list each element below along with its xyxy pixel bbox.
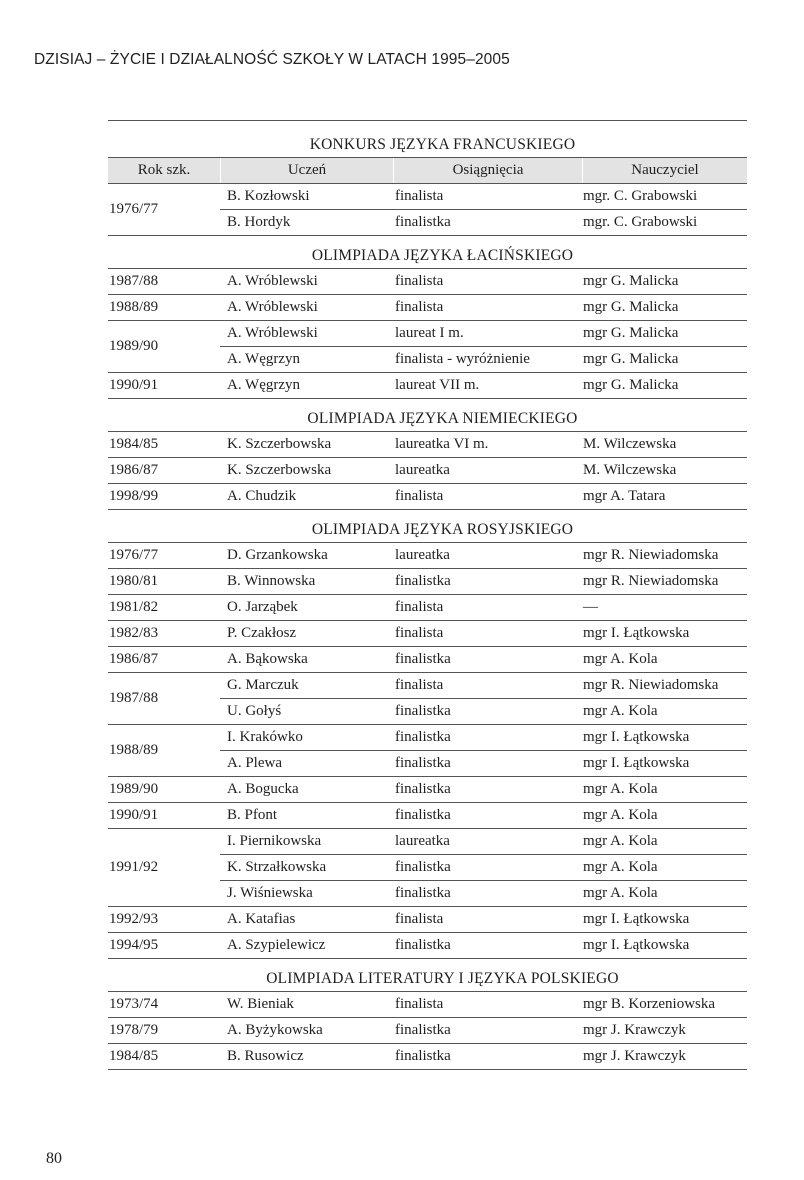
year-group (108, 906, 747, 932)
student-name: A. Wróblewski (227, 273, 318, 289)
school-year: 1987/88 (109, 273, 159, 289)
student-name: A. Byżykowska (227, 1022, 323, 1038)
column-header-achievement: Osiągnięcia (393, 158, 582, 183)
table-row (220, 569, 747, 594)
teacher-name: mgr A. Kola (583, 703, 658, 719)
achievement: finalista (395, 488, 444, 504)
column-header-student: Uczeń (220, 158, 393, 183)
student-name: O. Jarząbek (227, 599, 298, 615)
achievement: finalistka (395, 859, 451, 875)
table-row (220, 295, 747, 320)
group-rows (220, 933, 747, 958)
school-year: 1988/89 (109, 299, 159, 315)
school-year: 1989/90 (109, 781, 159, 797)
competition-section (108, 243, 747, 399)
group-rows (220, 543, 747, 568)
student-name: A. Węgrzyn (227, 351, 301, 367)
teacher-name: mgr A. Tatara (583, 488, 666, 504)
student-name: B. Pfont (227, 807, 278, 823)
achievement: finalista (395, 599, 444, 615)
table-row (220, 484, 747, 509)
group-rows (220, 621, 747, 646)
section-title: OLIMPIADA JĘZYKA NIEMIECKIEGO (307, 410, 578, 427)
competition-section (108, 966, 747, 1070)
achievement: finalistka (395, 703, 451, 719)
achievement: finalistka (395, 885, 451, 901)
student-name: A. Szypielewicz (227, 937, 326, 953)
table-row (220, 777, 747, 802)
table-row (220, 184, 747, 209)
student-name: D. Grzankowska (227, 547, 328, 563)
year-group (108, 320, 747, 372)
group-rows (220, 1044, 747, 1069)
table-row (220, 209, 747, 235)
achievement: finalista (395, 677, 444, 693)
running-head: DZISIAJ – ŻYCIE I DZIAŁALNOŚĆ SZKOŁY W LATACH 1995–2005 (34, 51, 510, 68)
teacher-name: mgr A. Kola (583, 859, 658, 875)
student-name: W. Bieniak (227, 996, 294, 1012)
competition-section (108, 406, 747, 510)
group-rows (220, 269, 747, 294)
group-rows (220, 647, 747, 672)
student-name: G. Marczuk (227, 677, 299, 693)
school-year: 1984/85 (109, 1048, 159, 1064)
teacher-name: mgr I. Łątkowska (583, 911, 690, 927)
student-name: A. Chudzik (227, 488, 297, 504)
teacher-name: mgr I. Łątkowska (583, 625, 690, 641)
teacher-name: M. Wilczewska (583, 436, 677, 452)
table-row (220, 321, 747, 346)
student-name: P. Czakłosz (227, 625, 297, 641)
teacher-name: mgr G. Malicka (583, 325, 679, 341)
year-group (108, 724, 747, 776)
competition-section (108, 517, 747, 959)
achievement: finalistka (395, 807, 451, 823)
year-group (108, 542, 747, 568)
competition-section (108, 132, 747, 236)
group-rows (220, 569, 747, 594)
table-row (220, 750, 747, 776)
achievement: laureatka (395, 833, 450, 849)
year-group (108, 457, 747, 483)
teacher-name: — (583, 599, 598, 615)
year-group (108, 672, 747, 724)
student-name: K. Szczerbowska (227, 462, 332, 478)
school-year: 1981/82 (109, 599, 159, 615)
group-rows (220, 458, 747, 483)
teacher-name: mgr B. Korzeniowska (583, 996, 716, 1012)
achievement: finalistka (395, 729, 451, 745)
group-rows (220, 432, 747, 457)
teacher-name: mgr G. Malicka (583, 351, 679, 367)
achievement: finalistka (395, 651, 451, 667)
year-group (108, 483, 747, 510)
school-year: 1994/95 (109, 937, 159, 953)
table-row (220, 1044, 747, 1069)
school-year: 1989/90 (109, 338, 159, 354)
year-group (108, 268, 747, 294)
achievement: finalistka (395, 1022, 451, 1038)
year-group (108, 1043, 747, 1070)
school-year: 1992/93 (109, 911, 159, 927)
table-row (220, 698, 747, 724)
table-row (220, 725, 747, 750)
group-rows (220, 725, 747, 776)
table-header (108, 157, 747, 184)
achievement: laureatka (395, 547, 450, 563)
group-rows (220, 777, 747, 802)
achievement: laureat VII m. (395, 377, 480, 393)
table-row (220, 992, 747, 1017)
student-name: A. Bogucka (227, 781, 299, 797)
student-name: A. Wróblewski (227, 299, 318, 315)
teacher-name: mgr A. Kola (583, 885, 658, 901)
year-group (108, 620, 747, 646)
year-group (108, 431, 747, 457)
achievement: laureatka (395, 462, 450, 478)
year-group (108, 568, 747, 594)
column-header-year: Rok szk. (137, 162, 191, 178)
teacher-name: mgr G. Malicka (583, 273, 679, 289)
year-group (108, 991, 747, 1017)
student-name: A. Plewa (227, 755, 282, 771)
group-rows (220, 803, 747, 828)
year-group (108, 802, 747, 828)
student-name: A. Węgrzyn (227, 377, 301, 393)
teacher-name: mgr A. Kola (583, 651, 658, 667)
table-row (220, 458, 747, 483)
group-rows (220, 907, 747, 932)
group-rows (220, 295, 747, 320)
teacher-name: mgr I. Łątkowska (583, 729, 690, 745)
school-year: 1998/99 (109, 488, 159, 504)
achievement: finalista (395, 188, 444, 204)
group-rows (220, 595, 747, 620)
student-name: A. Bąkowska (227, 651, 308, 667)
competition-results (108, 132, 747, 1077)
teacher-name: mgr. C. Grabowski (583, 214, 698, 230)
school-year: 1991/92 (109, 859, 159, 875)
student-name: U. Gołyś (227, 703, 282, 719)
achievement: laureatka VI m. (395, 436, 489, 452)
table-row (220, 880, 747, 906)
achievement: laureat I m. (395, 325, 464, 341)
table-row (220, 373, 747, 398)
table-row (220, 673, 747, 698)
student-name: K. Strzałkowska (227, 859, 327, 875)
table-row (220, 803, 747, 828)
student-name: B. Hordyk (227, 214, 291, 230)
school-year: 1986/87 (109, 651, 159, 667)
achievement: finalista - wyróżnienie (395, 351, 530, 367)
achievement: finalista (395, 273, 444, 289)
student-name: B. Rusowicz (227, 1048, 304, 1064)
school-year: 1986/87 (109, 462, 159, 478)
table-row (220, 647, 747, 672)
student-name: K. Szczerbowska (227, 436, 332, 452)
year-group (108, 594, 747, 620)
school-year: 1973/74 (109, 996, 159, 1012)
school-year: 1978/79 (109, 1022, 159, 1038)
achievement: finalistka (395, 781, 451, 797)
group-rows (220, 992, 747, 1017)
student-name: A. Katafias (227, 911, 296, 927)
teacher-name: mgr G. Malicka (583, 377, 679, 393)
year-group (108, 294, 747, 320)
teacher-name: mgr A. Kola (583, 781, 658, 797)
teacher-name: mgr R. Niewiadomska (583, 573, 719, 589)
section-title: OLIMPIADA JĘZYKA ŁACIŃSKIEGO (311, 247, 574, 264)
school-year: 1990/91 (109, 807, 159, 823)
year-group (108, 1017, 747, 1043)
table-row (220, 432, 747, 457)
column-header-teacher: Nauczyciel (582, 158, 747, 183)
group-rows (220, 829, 747, 906)
table-row (220, 829, 747, 854)
student-name: B. Winnowska (227, 573, 316, 589)
group-rows (220, 373, 747, 398)
student-name: J. Wiśniewska (227, 885, 313, 901)
year-group (108, 828, 747, 906)
page-number: 80 (46, 1150, 62, 1167)
student-name: A. Wróblewski (227, 325, 318, 341)
section-title: OLIMPIADA LITERATURY I JĘZYKA POLSKIEGO (266, 970, 619, 987)
top-rule (108, 120, 747, 121)
table-row (220, 543, 747, 568)
achievement: finalistka (395, 1048, 451, 1064)
section-title: OLIMPIADA JĘZYKA ROSYJSKIEGO (311, 521, 574, 538)
school-year: 1980/81 (109, 573, 159, 589)
school-year: 1988/89 (109, 742, 159, 758)
year-group (108, 184, 747, 236)
teacher-name: mgr G. Malicka (583, 299, 679, 315)
teacher-name: mgr A. Kola (583, 833, 658, 849)
group-rows (220, 673, 747, 724)
school-year: 1990/91 (109, 377, 159, 393)
student-name: I. Krakówko (227, 729, 303, 745)
year-group (108, 372, 747, 399)
teacher-name: mgr. C. Grabowski (583, 188, 698, 204)
teacher-name: mgr R. Niewiadomska (583, 547, 719, 563)
table-row (220, 346, 747, 372)
year-group (108, 932, 747, 959)
achievement: finalista (395, 911, 444, 927)
table-row (220, 907, 747, 932)
table-row (220, 854, 747, 880)
section-title: KONKURS JĘZYKA FRANCUSKIEGO (309, 136, 576, 153)
school-year: 1976/77 (109, 547, 159, 563)
table-row (220, 933, 747, 958)
achievement: finalista (395, 996, 444, 1012)
table-row (220, 621, 747, 646)
teacher-name: mgr A. Kola (583, 807, 658, 823)
teacher-name: mgr J. Krawczyk (583, 1022, 686, 1038)
group-rows (220, 484, 747, 509)
teacher-name: mgr I. Łątkowska (583, 937, 690, 953)
achievement: finalistka (395, 214, 451, 230)
table-row (220, 1018, 747, 1043)
achievement: finalista (395, 299, 444, 315)
group-rows (220, 1018, 747, 1043)
student-name: I. Piernikowska (227, 833, 322, 849)
teacher-name: mgr R. Niewiadomska (583, 677, 719, 693)
year-group (108, 776, 747, 802)
teacher-name: M. Wilczewska (583, 462, 677, 478)
teacher-name: mgr I. Łątkowska (583, 755, 690, 771)
achievement: finalistka (395, 937, 451, 953)
school-year: 1984/85 (109, 436, 159, 452)
group-rows (220, 184, 747, 235)
year-group (108, 646, 747, 672)
school-year: 1976/77 (109, 201, 159, 217)
achievement: finalista (395, 625, 444, 641)
group-rows (220, 321, 747, 372)
school-year: 1987/88 (109, 690, 159, 706)
school-year: 1982/83 (109, 625, 159, 641)
achievement: finalistka (395, 755, 451, 771)
student-name: B. Kozłowski (227, 188, 310, 204)
table-row (220, 269, 747, 294)
teacher-name: mgr J. Krawczyk (583, 1048, 686, 1064)
achievement: finalistka (395, 573, 451, 589)
table-row (220, 595, 747, 620)
